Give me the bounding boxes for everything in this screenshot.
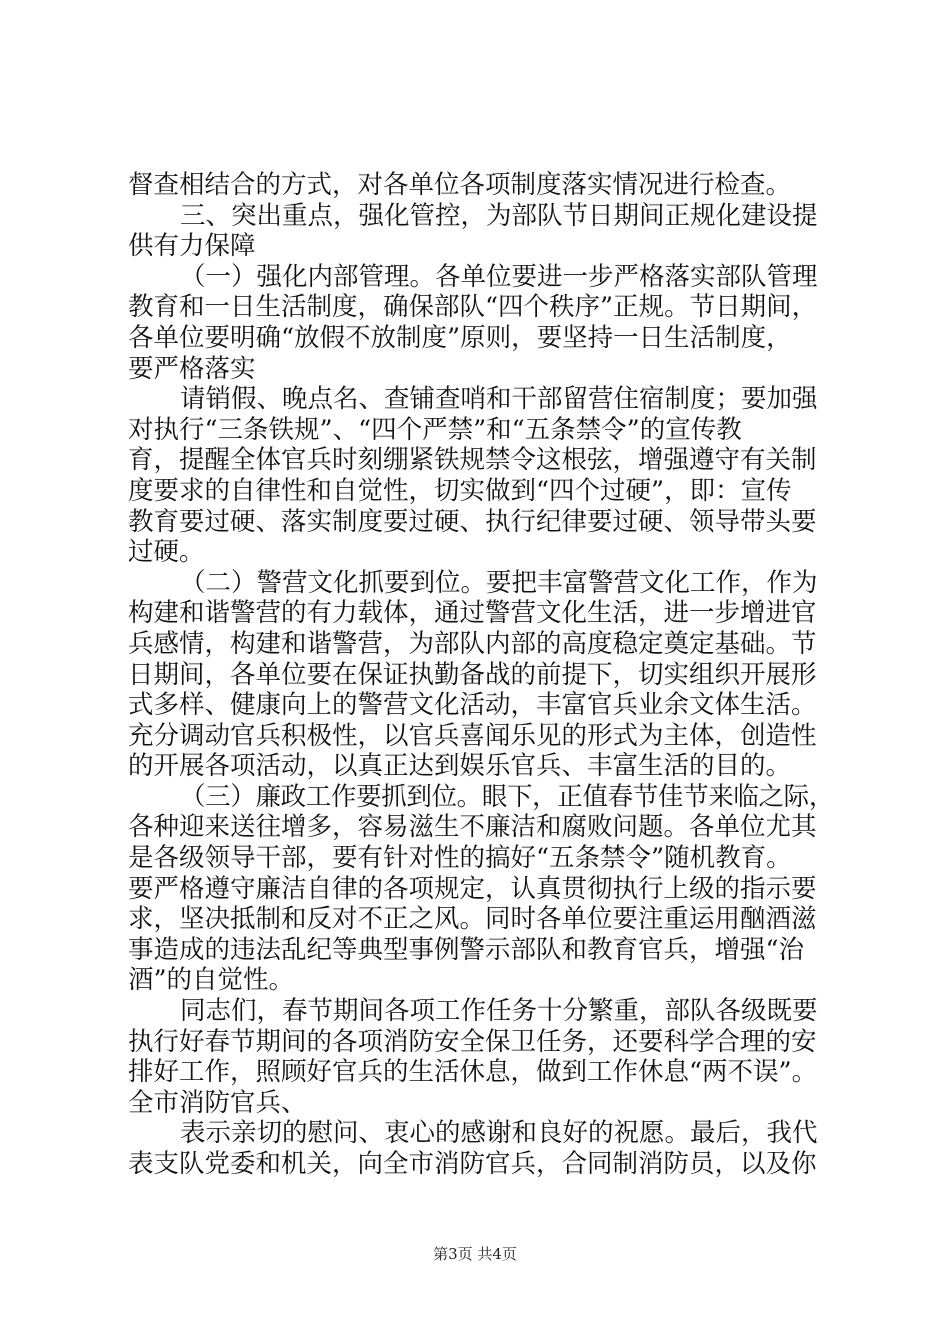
text-line: （二）警营文化抓要到位。要把丰富警营文化工作，作为 [180,567,818,598]
text-line: 过硬。 [128,537,205,568]
document-body [128,170,834,1180]
text-line: 各单位要明确“放假不放制度”原则，要坚持一日生活制度， [128,322,792,353]
text-line: 请销假、晚点名、查铺查哨和干部留营住宿制度；要加强 [180,384,818,415]
text-line: 教育和一日生活制度，确保部队“四个秩序”正规。节日期间， [128,292,818,323]
text-line: 的开展各项活动，以真正达到娱乐官兵、丰富生活的目的。 [128,751,792,782]
text-line: 要严格落实 [128,353,256,384]
text-line: 求，坚决抵制和反对不正之风。同时各单位要注重运用酗酒滋 [128,904,817,935]
text-line: 对执行“三条铁规”、“四个严禁”和“五条禁令”的宣传教 [128,414,742,445]
text-line: 三、突出重点，强化管控，为部队节日期间正规化建设提 [180,200,818,231]
text-line: 执行好春节期间的各项消防安全保卫任务，还要科学合理的安 [128,1026,817,1057]
text-line: 供有力保障 [128,231,256,262]
text-line: 同志们，春节期间各项工作任务十分繁重，部队各级既要 [180,996,818,1027]
text-line: 式多样、健康向上的警营文化活动，丰富官兵业余文体生活。 [128,690,817,721]
text-line: 是各级领导干部，要有针对性的搞好“五条禁令”随机教育。 [128,843,792,874]
text-line: 度要求的自律性和自觉性，切实做到“四个过硬”，即：宣传 [128,475,792,506]
text-line: 事造成的违法乱纪等典型事例警示部队和教育官兵，增强“治 [128,934,805,965]
text-line: 育，提醒全体官兵时刻绷紧铁规禁令这根弦，增强遵守有关制 [128,445,817,476]
text-line: 各种迎来送往增多，容易滋生不廉洁和腐败问题。各单位尤其 [128,812,817,843]
text-line: 构建和谐警营的有力载体，通过警营文化生活，进一步增进官 [128,598,817,629]
text-line: 教育要过硬、落实制度要过硬、执行纪律要过硬、领导带头要 [128,506,817,537]
text-line: 酒”的自觉性。 [128,965,295,996]
page-number-footer: 第3页 共4页 [433,1245,517,1263]
text-line: 全市消防官兵、 [128,1087,307,1118]
text-line: 要严格遵守廉洁自律的各项规定，认真贯彻执行上级的指示要 [128,873,817,904]
text-line: 充分调动官兵积极性，以官兵喜闻乐见的形式为主体，创造性 [128,720,817,751]
text-line: 排好工作，照顾好官兵的生活休息，做到工作休息“两不误”。 [128,1057,818,1088]
text-line: 表支队党委和机关，向全市消防官兵，合同制消防员，以及你 [128,1149,817,1179]
text-line: （一）强化内部管理。各单位要进一步严格落实部队管理 [180,261,818,292]
text-line: 兵感情，构建和谐警营，为部队内部的高度稳定奠定基础。节 [128,628,817,659]
text-line: 日期间，各单位要在保证执勤备战的前提下，切实组织开展形 [128,659,817,690]
text-line: 表示亲切的慰问、衷心的感谢和良好的祝愿。最后，我代 [180,1118,818,1149]
text-line: 督查相结合的方式，对各单位各项制度落实情况进行检查。 [128,170,792,200]
text-line: （三）廉政工作要抓到位。眼下，正值春节佳节来临之际， [180,781,834,812]
